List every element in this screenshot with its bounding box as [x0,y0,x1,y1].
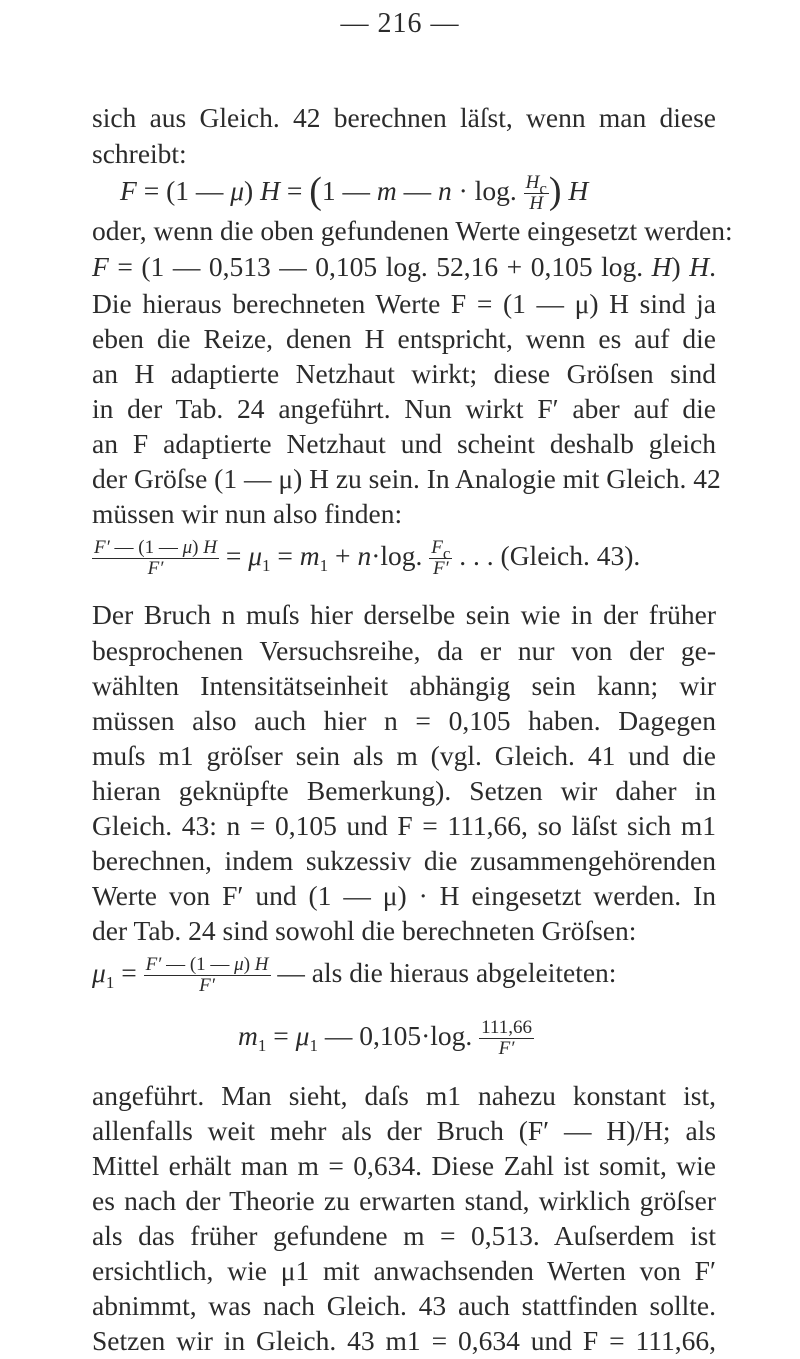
text-line: oder, wenn die oben gefundenen Werte eingesetzt werden: [92,215,733,246]
formula-eq5: $m_1 = \mu_1$ — 0,105·log. $\frac{111,66}{F'}$ [238,1017,532,1059]
text-line: der Gröſse (1 — μ) H zu sein. In Analogie mit Gleich. 42 [92,463,721,494]
text-line: schreibt: [92,138,187,169]
text-line: in der Tab. 24 angeführt. Nun wirkt F′ aber auf die [92,393,716,424]
text-line: allenfalls weit mehr als der Bruch (F′ — H)/H; als [92,1115,716,1146]
text-line: müssen also auch hier n = 0,105 haben. Dagegen [92,705,716,736]
text-line: sich aus Gleich. 42 berechnen läſst, wenn man diese [92,102,716,133]
text-line: Setzen wir in Gleich. 43 m1 = 0,634 und F = 111,66, [92,1325,716,1356]
text-line: Mittel erhält man m = 0,634. Diese Zahl ist somit, wie [92,1150,716,1181]
text-line: wählten Intensitätseinheit abhängig sein kann; wir [92,670,716,701]
text-line: es nach der Theorie zu erwarten stand, wirklich gröſser [92,1185,716,1216]
text-line: Der Bruch n muſs hier derselbe sein wie in der früher [92,599,716,630]
text-line: muſs m1 gröſser sein als m (vgl. Gleich. 41 und die [92,740,716,771]
text-line: hieran geknüpfte Bemerkung). Setzen wir daher in [92,775,716,806]
text-line: an H adaptierte Netzhaut wirkt; diese Gröſsen sind [92,358,716,389]
text-line: angeführt. Man sieht, daſs m1 nahezu konstant ist, [92,1080,716,1111]
formula-eq3: $\frac{F' — (1 — \mu) H}{F'}$ = $\mu_1 = m_1 + n\cdot\log$. $\frac{Fc}{F'}$ . . . (Gleich. 43). [94,537,641,579]
formula-eq2: F = (1 — 0,513 — 0,105 log. 52,16 + 0,105 log. H) H. [92,251,716,282]
text-line: ersichtlich, wie μ1 mit anwachsenden Werten von F′ [92,1255,716,1286]
text-line: als das früher gefundene m = 0,513. Auſserdem ist [92,1220,716,1251]
text-line: eben die Reize, denen H entspricht, wenn es auf die [92,323,716,354]
text-line: abnimmt, was nach Gleich. 43 auch stattfinden sollte. [92,1290,716,1321]
text-line: an F adaptierte Netzhaut und scheint deshalb gleich [92,428,716,459]
text-line: müssen wir nun also finden: [92,498,403,529]
text-line: besprochenen Versuchsreihe, da er nur von der ge- [92,635,716,666]
text-line: berechnen, indem sukzessiv die zusammengehörenden [92,845,716,876]
text-line: Gleich. 43: n = 0,105 und F = 111,66, so läſst sich m1 [92,810,716,841]
formula-eq4: $\mu_1$ = $\frac{F' — (1 — \mu) H}{F'}$ — als die hieraus abgeleiteten: [92,954,617,996]
text-line: der Tab. 24 sind sowohl die berechneten Gröſsen: [92,915,637,946]
text-line: Die hieraus berechneten Werte F = (1 — μ) H sind ja [92,288,716,319]
text-line: Werte von F′ und (1 — μ) · H eingesetzt werden. In [92,880,716,911]
formula-eq1: F = (1 — μ) H = (1 — m — n · log. $\frac{Hc}{H}$ ) H [120,170,589,215]
page-number: — 216 — [340,8,460,39]
